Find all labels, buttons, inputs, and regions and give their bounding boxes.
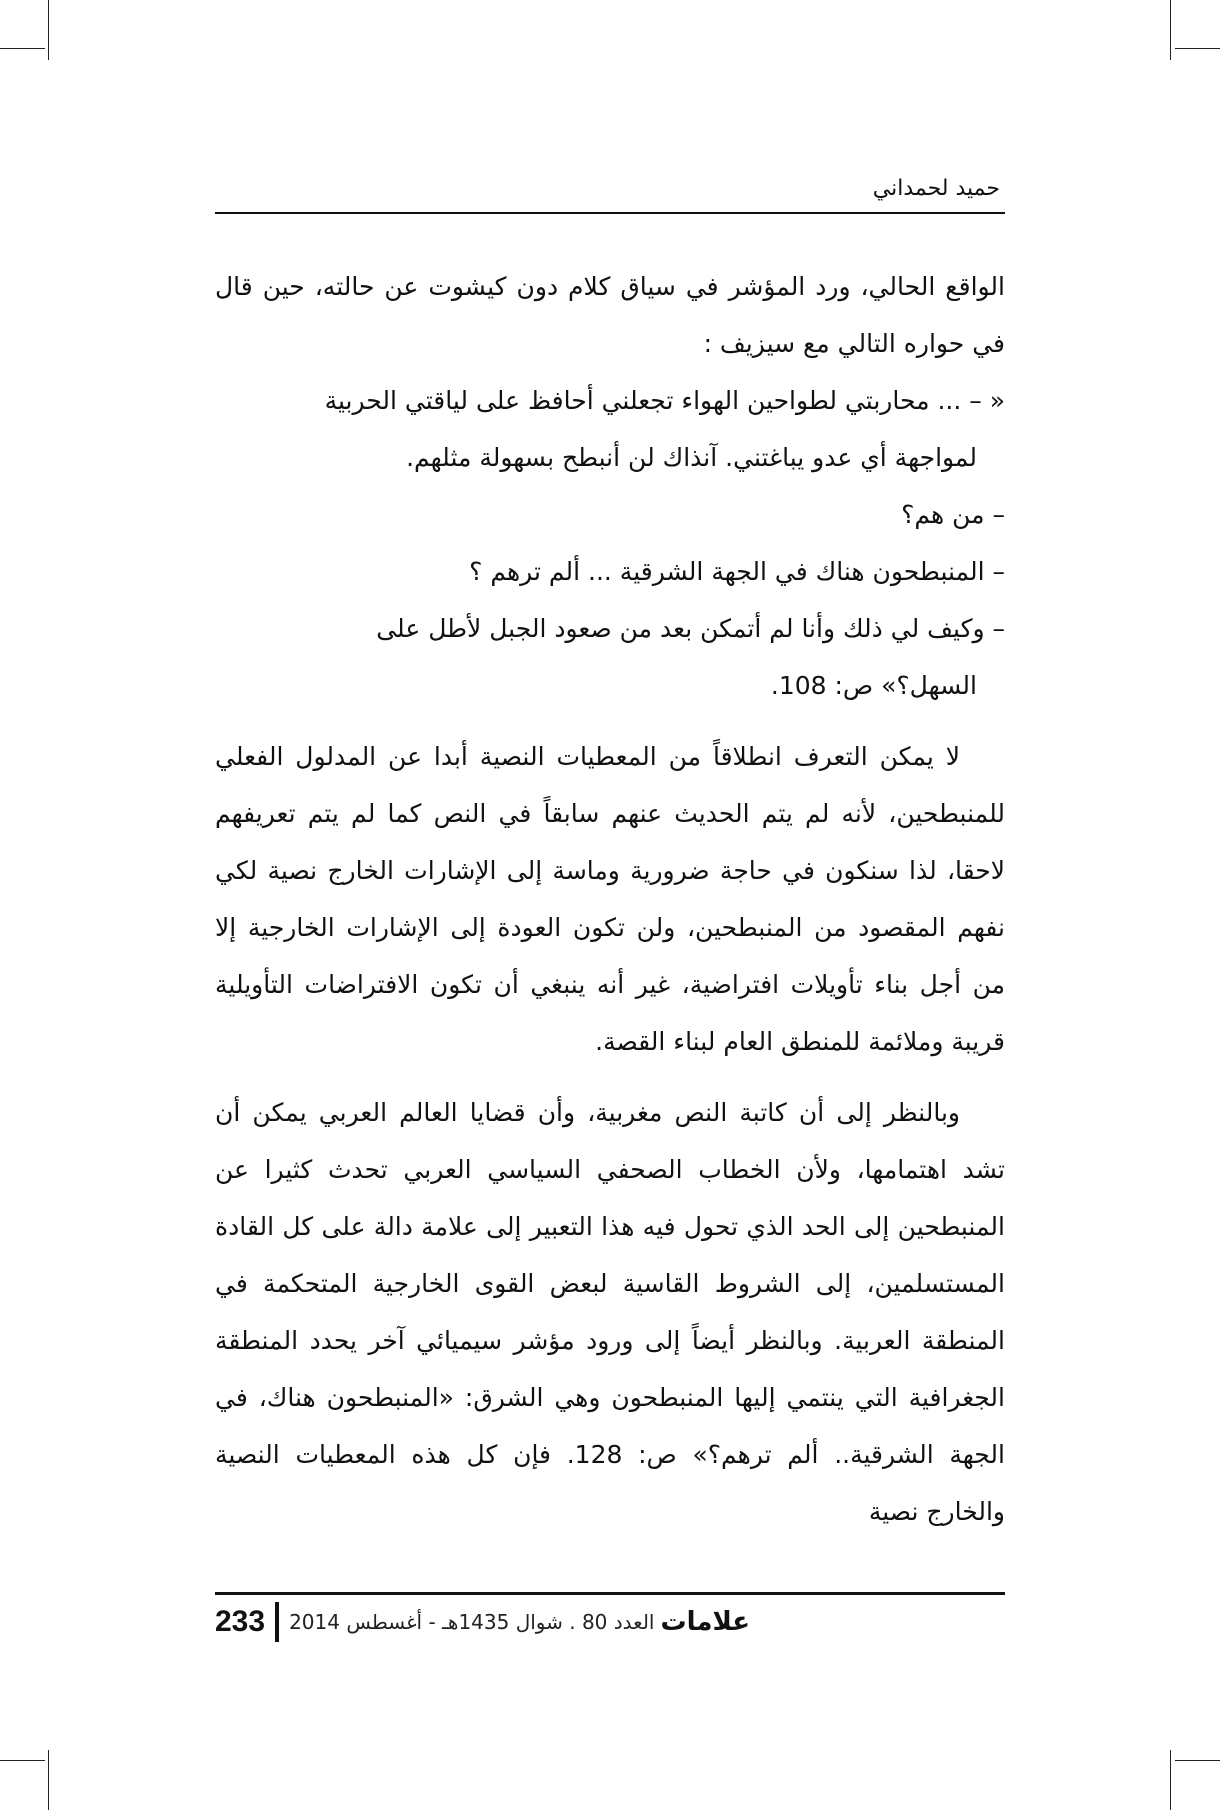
- footer: [215, 1600, 815, 1644]
- dialog-line-continuation: لمواجهة أي عدو يباغتني. آنذاك لن أنبطح بسهولة مثلهم.: [406, 443, 977, 472]
- crop-mark: [0, 48, 45, 49]
- dialog-line: [215, 543, 1005, 600]
- header-rule: [215, 212, 1005, 214]
- footer-rule: [215, 1592, 1005, 1595]
- paragraph-second: لا يمكن التعرف انطلاقاً من المعطيات النصية أبدا عن المدلول الفعلي للمنبطحين، لأنه لم يتم الحديث عنهم سابقاً في النص كما لم يتم تعريفهم لاحقا، لذا سنكون في حاجة ضرورية وماسة إلى الإشارات الخارج نصية لكي نفهم المقصود من المنبطحين، ولن تكون العودة إلى الإشارات الخارجية إلا من أجل بناء تأويلات افتراضية، غير أنه ينبغي أن تكون الافتراضات التأويلية قريبة وملائمة للمنطق العام لبناء القصة.: [215, 742, 1005, 1056]
- crop-mark: [48, 1750, 49, 1810]
- page-number: 233: [215, 1605, 266, 1638]
- footer-divider: [275, 1602, 279, 1642]
- dialog-quote: [215, 372, 1005, 714]
- crop-mark: [1170, 1750, 1171, 1810]
- crop-mark: [48, 0, 49, 60]
- body-text: [215, 258, 1005, 1540]
- dialog-line: [215, 486, 1005, 543]
- dialog-line-text: – من هم؟: [901, 500, 1005, 529]
- crop-mark: [1175, 48, 1220, 49]
- crop-mark: [1175, 1760, 1220, 1761]
- crop-mark: [1170, 0, 1171, 60]
- dialog-line-text: « – ... محاربتي لطواحين الهواء تجعلني أحافظ على لياقتي الحربية: [324, 386, 1005, 415]
- paragraph-third: وبالنظر إلى أن كاتبة النص مغربية، وأن قضايا العالم العربي يمكن أن تشد اهتمامها، ولأن الخطاب الصحفي السياسي العربي تحدث كثيرا عن المنبطحين إلى الحد الذي تحول فيه هذا التعبير إلى علامة دالة على كل القادة المستسلمين، إلى الشروط القاسية لبعض القوى الخارجية المتحكمة في المنطقة العربية. وبالنظر أيضاً إلى ورود مؤشر سيميائي آخر يحدد المنطقة الجغرافية التي ينتمي إليها المنبطحون وهي الشرق: «المنبطحون هناك، في الجهة الشرقية.. ألم ترهم؟» ص: 128. فإن كل هذه المعطيات النصية والخارج نصية: [215, 1098, 1005, 1526]
- issue-info: العدد 80 . شوال 1435هـ - أغسطس 2014: [289, 1610, 655, 1634]
- running-head: حميد لحمداني: [872, 176, 1000, 201]
- dialog-line: [215, 600, 1005, 714]
- journal-name: علامات: [660, 1607, 750, 1637]
- crop-mark: [0, 1760, 45, 1761]
- paragraph-intro: الواقع الحالي، ورد المؤشر في سياق كلام دون كيشوت عن حالته، حين قال في حواره التالي مع سيزيف :: [215, 272, 1005, 358]
- dialog-line-continuation: السهل؟» ص: 108.: [770, 671, 977, 700]
- dialog-line-text: – المنبطحون هناك في الجهة الشرقية ... ألم ترهم ؟: [469, 557, 1005, 586]
- dialog-line-text: – وكيف لي ذلك وأنا لم أتمكن بعد من صعود الجبل لأطل على: [376, 614, 1005, 643]
- dialog-line: [215, 372, 1005, 486]
